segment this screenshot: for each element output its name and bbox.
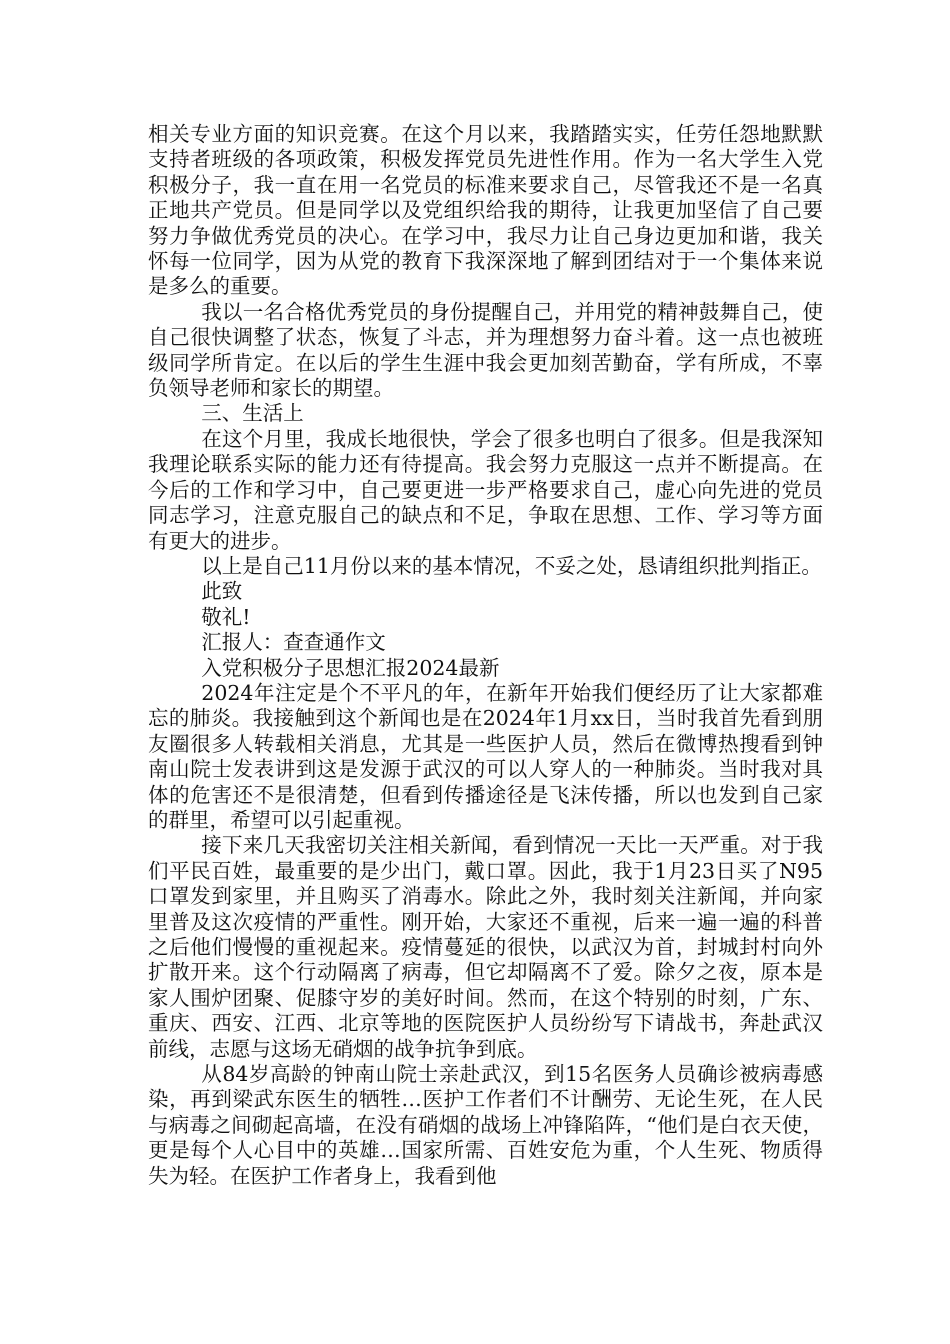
paragraph-knowledge-contest: 相关专业方面的知识竞赛。在这个月以来，我踏踏实实，任劳任怨地默默支持者班级的各项政策，积极发挥党员先进性作用。作为一名大学生入党积极分子，我一直在用一名党员的标准来要求自己，尽管我还不是一名真正地共产党员。但是同学以及党组织给我的期待，让我更加坚信了自己要努力争做优秀党员的决心。在学习中，我尽力让自己身边更加和谐，我关怀每一位同学，因为从党的教育下我深深地了解到团结对于一个集体来说是多么的重要。: [148, 122, 823, 299]
paragraph-following-news: 接下来几天我密切关注相关新闻，看到情况一天比一天严重。对于我们平民百姓，最重要的是少出门，戴口罩。因此，我于1月23日买了N95口罩发到家里，并且购买了消毒水。除此之外，我时刻关注新闻，并向家里普及这次疫情的严重性。刚开始，大家还不重视，后来一遍一遍的科普之后他们慢慢的重视起来。疫情蔓延的很快，以武汉为首，封城封村向外扩散开来。这个行动隔离了病毒，但它却隔离不了爱。除夕之夜，原本是家人围炉团聚、促膝守岁的美好时间。然而，在这个特别的时刻，广东、重庆、西安、江西、北京等地的医院医护人员纷纷写下请战书，奔赴武汉前线，志愿与这场无硝烟的战争抗争到底。: [148, 833, 823, 1061]
closing-regards: 敬礼!: [201, 604, 251, 629]
closing-salutation: 此致: [201, 579, 243, 604]
document-page: [148, 122, 823, 1189]
paragraph-pneumonia-news: 2024年注定是个不平凡的年，在新年开始我们便经历了让大家都难忘的肺炎。我接触到这个新闻也是在2024年1月xx日，当时我首先看到朋友圈很多人转载相关消息，尤其是一些医护人员，然后在微博热搜看到钟南山院士发表讲到这是发源于武汉的可以人穿人的一种肺炎。当时我对具体的危害还不是很清楚，但看到传播途径是飞沫传播，所以也发到自己家的群里，希望可以引起重视。: [148, 680, 823, 832]
paragraph-self-reminder: 我以一名合格优秀党员的身份提醒自己，并用党的精神鼓舞自己，使自己很快调整了状态，恢复了斗志，并为理想努力奋斗着。这一点也被班级同学所肯定。在以后的学生生涯中我会更加刻苦勤奋，学有所成，不辜负领导老师和家长的期望。: [148, 299, 823, 401]
reporter-signature: 汇报人：查查通作文: [201, 630, 386, 655]
paragraph-growth: 在这个月里，我成长地很快，学会了很多也明白了很多。但是我深知我理论联系实际的能力还有待提高。我会努力克服这一点并不断提高。在今后的工作和学习中，自己要更进一步严格要求自己，虚心向先进的党员同志学习，注意克服自己的缺点和不足，争取在思想、工作、学习等方面有更大的进步。: [148, 426, 823, 553]
paragraph-medical-workers: 从84岁高龄的钟南山院士亲赴武汉，到15名医务人员确诊被病毒感染，再到梁武东医生的牺牲…医护工作者们不计酬劳、无论生死，在人民与病毒之间砌起高墙，在没有硝烟的战场上冲锋陷阵，“他们是白衣天使，更是每个人心目中的英雄…国家所需、百姓安危为重，个人生死、物质得失为轻。在医护工作者身上，我看到他: [148, 1062, 823, 1188]
paragraph-summary: 以上是自己11月份以来的基本情况，不妥之处，恳请组织批判指正。: [201, 553, 822, 578]
article-title: 入党积极分子思想汇报2024最新: [201, 655, 500, 680]
section-heading-life: 三、生活上: [201, 401, 304, 426]
